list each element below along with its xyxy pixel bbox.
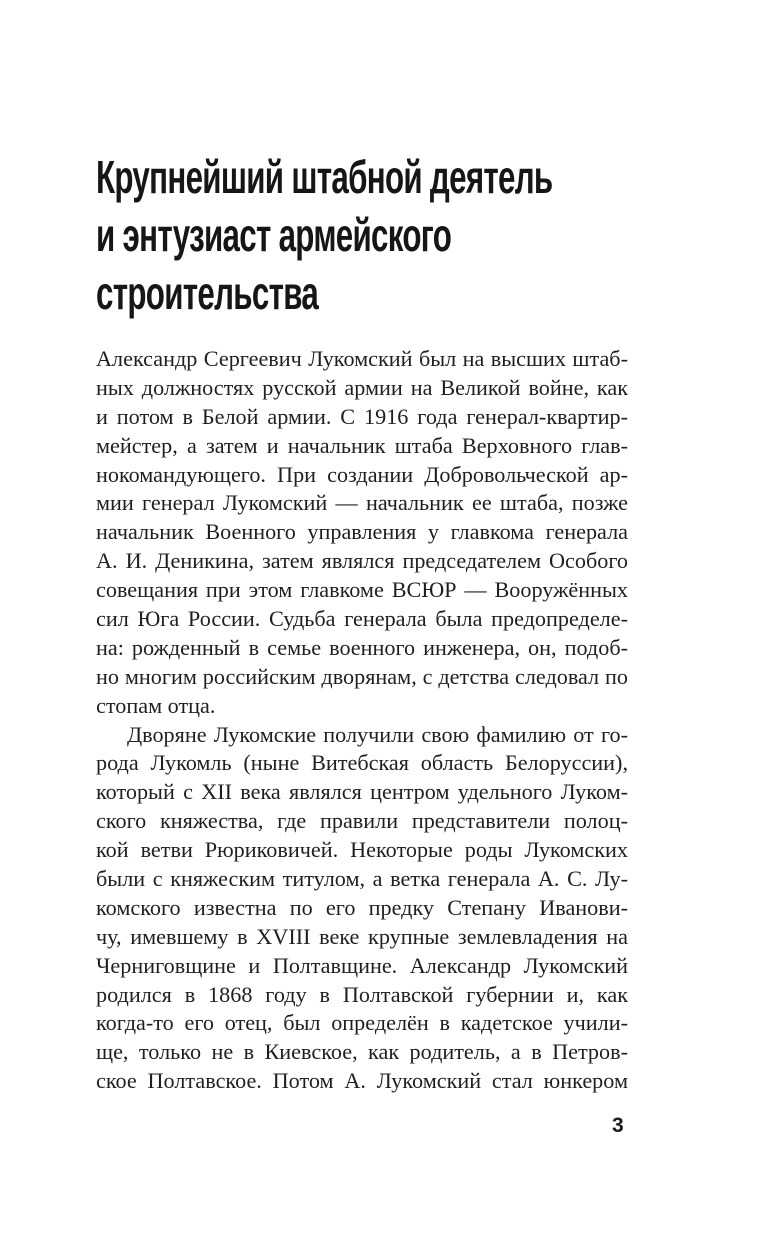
text-line: ское Полтавское. Потом А. Лукомский стал юнкером (96, 1068, 628, 1094)
text-line: стопам отца. (96, 692, 216, 718)
chapter-title-line: Крупнейший штабной деятель (96, 151, 553, 203)
text-line: но многим российским дворянам, с детства следовал по (96, 663, 628, 689)
text-line: на: рожденный в семье военного инженера, он, подоб- (96, 634, 628, 660)
text-line: рода Лукомль (ныне Витебская область Белоруссии), (96, 750, 628, 776)
paragraph-1 (96, 345, 628, 721)
text-line: ных должностях русской армии на Великой войне, как (96, 374, 628, 400)
text-line: чу, имевшему в XVIII веке крупные землевладения на (96, 923, 628, 949)
text-line: совещания при этом главкоме ВСЮР — Вооружённых (96, 577, 628, 603)
chapter-title-line: и энтузиаст армейского (96, 209, 452, 261)
paragraph-2 (96, 721, 628, 1097)
text-line: начальник Военного управления у главкома генерала (96, 519, 628, 545)
text-line: Дворяне Лукомские получили свою фамилию от го- (127, 721, 628, 747)
text-line: кой ветви Рюриковичей. Некоторые роды Лукомских (96, 837, 628, 863)
text-line: ще, только не в Киевское, как родитель, а в Петров- (96, 1039, 628, 1065)
text-line: нокомандующего. При создании Добровольческой ар- (96, 461, 628, 487)
text-line: сил Юга России. Судьба генерала была предопределе- (96, 606, 628, 632)
text-line: Черниговщине и Полтавщине. Александр Лукомский (96, 952, 628, 978)
text-line: А. И. Деникина, затем являлся председателем Особого (96, 548, 628, 574)
text-line: когда-то его отец, был определён в кадетское учили- (96, 1010, 628, 1036)
chapter-title (96, 148, 553, 322)
text-line: мейстер, а затем и начальник штаба Верховного глав- (96, 432, 628, 458)
body-text (96, 345, 628, 1096)
text-line: были с княжеским титулом, а ветка генерала А. С. Лу- (96, 866, 628, 892)
text-line: мии генерал Лукомский — начальник ее штаба, позже (96, 490, 628, 516)
text-line: Александр Сергеевич Лукомский был на высших штаб- (96, 346, 628, 371)
chapter-title-line: строительства (96, 267, 319, 319)
page-number: 3 (612, 1114, 624, 1137)
text-line: комского известна по его предку Степану Иванови- (96, 894, 628, 920)
text-line: и потом в Белой армии. С 1916 года генерал-квартир- (96, 403, 628, 429)
text-line: ского княжества, где правили представители полоц- (96, 808, 628, 834)
text-line: родился в 1868 году в Полтавской губернии и, как (96, 981, 628, 1007)
text-line: который с XII века являлся центром удельного Луком- (96, 779, 628, 805)
